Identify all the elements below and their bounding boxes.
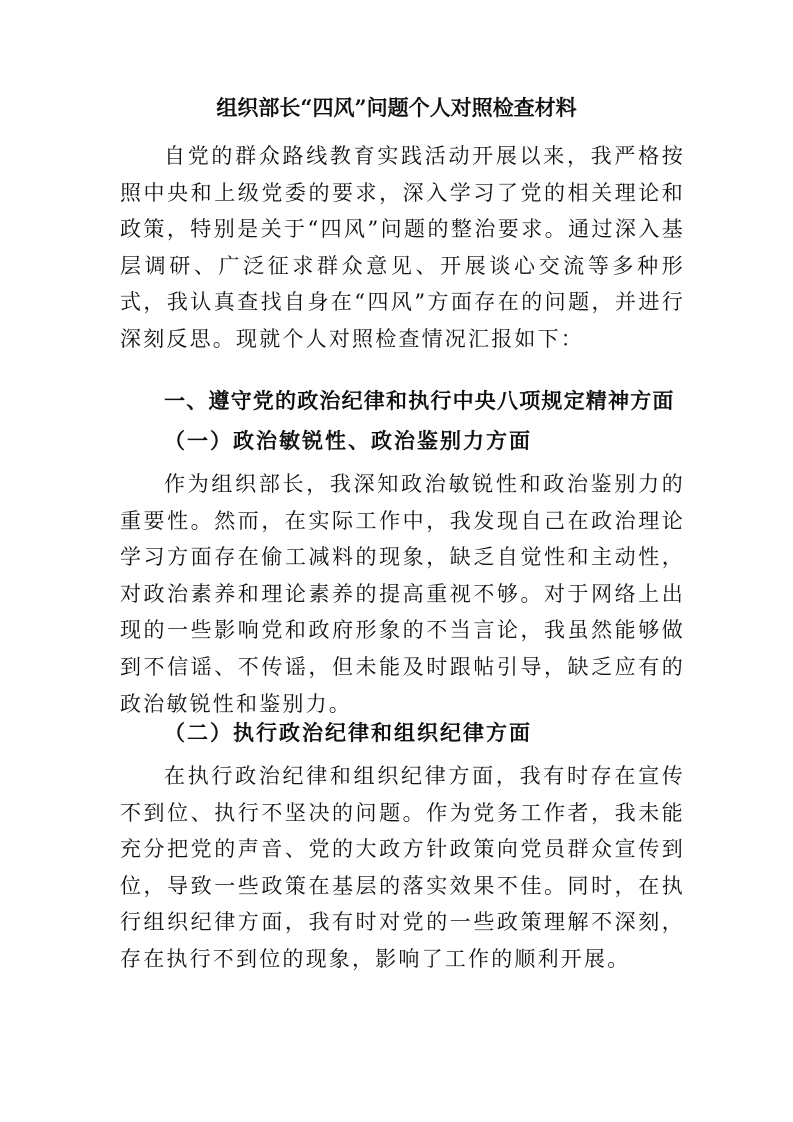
subsection-2-heading: （二）执行政治纪律和组织纪律方面 [164,720,532,745]
subsection-1-body: 作为组织部长，我深知政治敏锐性和政治鉴别力的重要性。然而，在实际工作中，我发现自己在政治理论学习方面存在偷工减料的现象，缺乏自觉性和主动性，对政治素养和理论素养的提高重视不够。对于网络上出现的一些影响党和政府形象的不当言论，我虽然能够做到不信谣、不传谣，但未能及时跟帖引导，缺乏应有的政治敏锐性和鉴别力。 [120,472,685,716]
section-1-heading: 一、遵守党的政治纪律和执行中央八项规定精神方面 [164,388,675,413]
subsection-1-heading: （一）政治敏锐性、政治鉴别力方面 [164,428,532,453]
document-title: 组织部长“四风”问题个人对照检查材料 [216,95,577,120]
intro-paragraph: 自党的群众路线教育实践活动开展以来，我严格按照中央和上级党委的要求，深入学习了党的相关理论和政策，特别是关于“四风”问题的整治要求。通过深入基层调研、广泛征求群众意见、开展谈心交流等多种形式，我认真查找自身在“四风”方面存在的问题，并进行深刻反思。现就个人对照检查情况汇报如下： [120,144,685,351]
subsection-2-body: 在执行政治纪律和组织纪律方面，我有时存在宣传不到位、执行不坚决的问题。作为党务工作者，我未能充分把党的声音、党的大政方针政策向党员群众宣传到位，导致一些政策在基层的落实效果不佳。同时，在执行组织纪律方面，我有时对党的一些政策理解不深刻，存在执行不到位的现象，影响了工作的顺利开展。 [120,764,685,971]
